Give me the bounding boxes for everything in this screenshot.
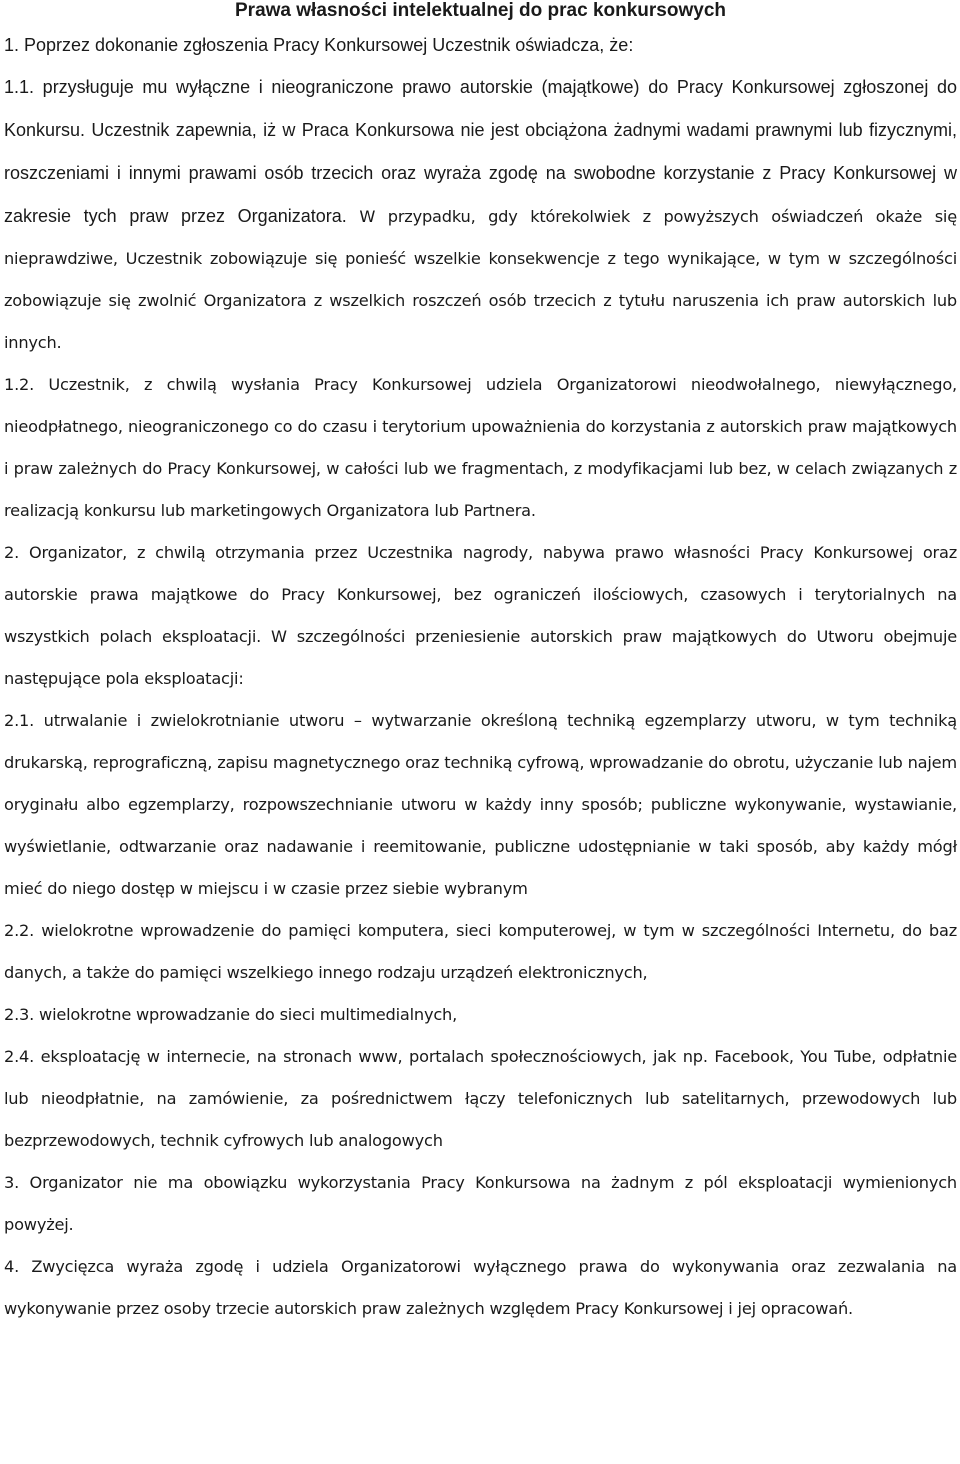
paragraph-1-1-part-a: 1.1. przysługuje mu wyłączne i nieograniczone prawo autorskie (majątkowe) do Pracy Konkursowej zgłoszonej do Konkursu. Uczestnik zapewnia, iż w Praca Konkursowa nie jest obciążona żadnymi wadami prawnymi lub fizycznymi, roszczeniami i innymi prawami osób trzecich oraz wyraża zgodę na swobodne korzystanie z Pracy Konkursowej w zakresie tych praw przez Organizatora.	[4, 77, 957, 226]
paragraph-1: 1. Poprzez dokonanie zgłoszenia Pracy Konkursowej Uczestnik oświadcza, że:	[4, 35, 634, 55]
document-page	[4, 0, 957, 1330]
paragraph-2-2: 2.2. wielokrotne wprowadzenie do pamięci komputera, sieci komputerowej, w tym w szczególności Internetu, do baz danych, a także do pamięci wszelkiego innego rodzaju urządzeń elektronicznych,	[4, 921, 957, 982]
document-title: Prawa własności intelektualnej do prac konkursowych	[235, 0, 726, 21]
paragraph-2-1: 2.1. utrwalanie i zwielokrotnianie utworu – wytwarzanie określoną techniką egzemplarzy utworu, w tym techniką drukarską, reprograficzną, zapisu magnetycznego oraz techniką cyfrową, wprowadzanie do obrotu, użyczanie lub najem oryginału albo egzemplarzy, rozpowszechnianie utworu w każdy inny sposób; publiczne wykonywanie, wystawianie, wyświetlanie, odtwarzanie oraz nadawanie i reemitowanie, publiczne udostępnianie w taki sposób, aby każdy mógł mieć do niego dostęp w miejscu i w czasie przez siebie wybranym	[4, 711, 957, 898]
paragraph-1-1-part-b: W przypadku, gdy którekolwiek z powyższych oświadczeń okaże się nieprawdziwe, Uczestnik zobowiązuje się ponieść wszelkie konsekwencje z tego wynikające, w tym w szczególności zobowiązuje się zwolnić Organizatora z wszelkich roszczeń osób trzecich z tytułu naruszenia ich praw autorskich lub innych.	[4, 207, 957, 352]
paragraph-2-3: 2.3. wielokrotne wprowadzanie do sieci multimedialnych,	[4, 1005, 458, 1024]
paragraph-2-4: 2.4. eksploatację w internecie, na stronach www, portalach społecznościowych, jak np. Facebook, You Tube, odpłatnie lub nieodpłatnie, na zamówienie, za pośrednictwem łączy telefonicznych lub satelitarnych, przewodowych lub bezprzewodowych, technik cyfrowych lub analogowych	[4, 1047, 957, 1150]
paragraph-4: 4. Zwycięzca wyraża zgodę i udziela Organizatorowi wyłącznego prawa do wykonywania oraz zezwalania na wykonywanie przez osoby trzecie autorskich praw zależnych względem Pracy Konkursowej i jej opracowań.	[4, 1257, 957, 1318]
paragraph-1-2: 1.2. Uczestnik, z chwilą wysłania Pracy Konkursowej udziela Organizatorowi nieodwołalnego, niewyłącznego, nieodpłatnego, nieograniczonego co do czasu i terytorium upoważnienia do korzystania z autorskich praw majątkowych i praw zależnych do Pracy Konkursowej, w całości lub we fragmentach, z modyfikacjami lub bez, w celach związanych z realizacją konkursu lub marketingowych Organizatora lub Partnera.	[4, 375, 957, 520]
paragraph-2: 2. Organizator, z chwilą otrzymania przez Uczestnika nagrody, nabywa prawo własności Pracy Konkursowej oraz autorskie prawa majątkowe do Pracy Konkursowej, bez ograniczeń ilościowych, czasowych i terytorialnych na wszystkich polach eksploatacji. W szczególności przeniesienie autorskich praw majątkowych do Utworu obejmuje następujące pola eksploatacji:	[4, 543, 957, 688]
paragraph-1-1	[4, 66, 957, 364]
paragraph-3: 3. Organizator nie ma obowiązku wykorzystania Pracy Konkursowa na żadnym z pól eksploatacji wymienionych powyżej.	[4, 1173, 957, 1234]
